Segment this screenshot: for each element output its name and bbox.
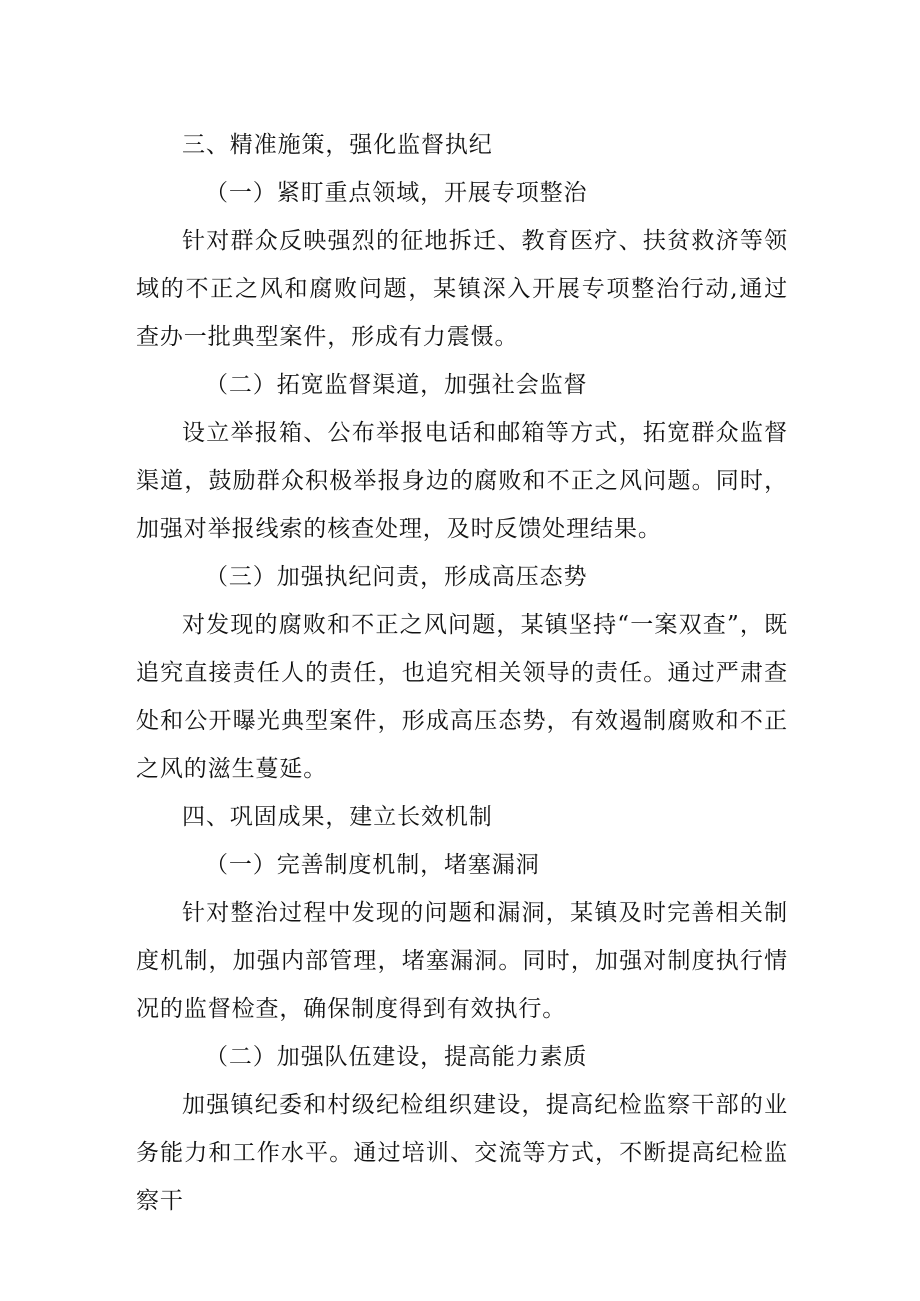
subsection-heading: （一）紧盯重点领域，开展专项整治 [205,180,588,206]
subsection-heading: （二）拓宽监督渠道，加强社会监督 [205,372,588,398]
subsection-heading: （三）加强执纪问责，形成高压态势 [205,564,588,590]
body-paragraph: 对发现的腐败和不正之风问题，某镇坚持“一案双查”，既追究直接责任人的责任，也追究相关领导的责任。通过严肃查处和公开曝光典型案件，形成高压态势，有效遏制腐败和不正之风的滋生蔓延。 [136,612,788,782]
body-paragraph: 针对整治过程中发现的问题和漏洞，某镇及时完善相关制度机制，加强内部管理，堵塞漏洞。同时，加强对制度执行情况的监督检查，确保制度得到有效执行。 [136,900,788,1022]
body-paragraph: 加强镇纪委和村级纪检组织建设，提高纪检监察干部的业务能力和工作水平。通过培训、交流等方式，不断提高纪检监察干 [136,1092,788,1214]
document-body [136,121,788,1225]
subsection-heading: （一）完善制度机制，堵塞漏洞 [205,852,540,878]
section-heading: 三、精准施策，强化监督执纪 [182,132,493,158]
body-paragraph: 针对群众反映强烈的征地拆迁、教育医疗、扶贫救济等领域的不正之风和腐败问题，某镇深入开展专项整治行动,通过查办一批典型案件，形成有力震慑。 [136,228,788,350]
section-heading: 四、巩固成果，建立长效机制 [182,804,493,830]
body-paragraph: 设立举报箱、公布举报电话和邮箱等方式，拓宽群众监督渠道，鼓励群众积极举报身边的腐败和不正之风问题。同时，加强对举报线索的核查处理，及时反馈处理结果。 [136,420,788,542]
subsection-heading: （二）加强队伍建设，提高能力素质 [205,1044,588,1070]
